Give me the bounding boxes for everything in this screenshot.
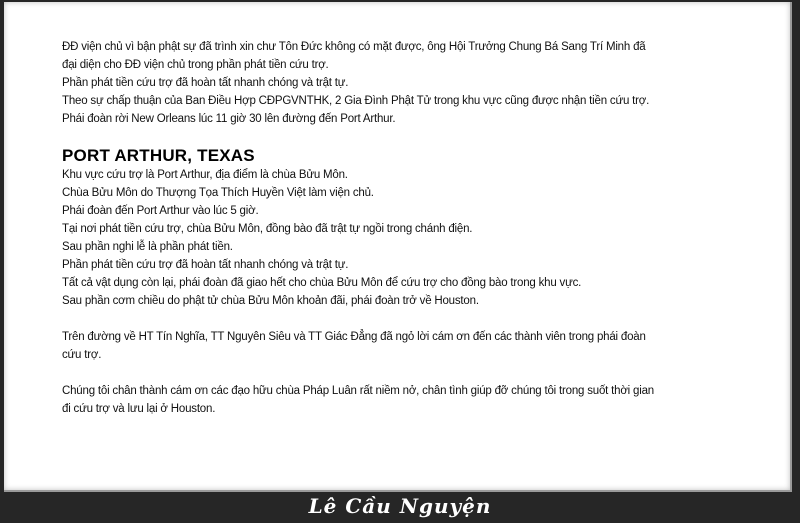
document-page xyxy=(4,2,792,492)
section-heading: PORT ARTHUR, TEXAS xyxy=(62,146,255,165)
text-line: Theo sự chấp thuận của Ban Điều Hợp CĐPGVNTHK, 2 Gia Đình Phật Tử trong khu vực cũng được nhận tiền cứu trợ. xyxy=(62,95,650,107)
paragraph-gap xyxy=(62,310,742,328)
text-line: Chúng tôi chân thành cám ơn các đạo hữu chùa Pháp Luân rất niềm nở, chân tình giúp đỡ chúng tôi trong suốt thời gian xyxy=(62,385,654,397)
paragraph-thanks-phap-luan xyxy=(62,382,742,418)
text-line: cứu trợ. xyxy=(62,349,102,361)
text-line: Phái đoàn đến Port Arthur vào lúc 5 giờ. xyxy=(62,205,259,217)
text-line: Trên đường về HT Tín Nghĩa, TT Nguyên Siêu và TT Giác Đẳng đã ngỏ lời cám ơn đến các thành viên trong phái đoàn xyxy=(62,331,646,343)
text-line: Khu vực cứu trợ là Port Arthur, địa điểm là chùa Bửu Môn. xyxy=(62,169,348,181)
text-line: Phần phát tiền cứu trợ đã hoàn tất nhanh chóng và trật tự. xyxy=(62,259,349,271)
document-body xyxy=(62,38,742,418)
text-line: Phần phát tiền cứu trợ đã hoàn tất nhanh chóng và trật tự. xyxy=(62,77,349,89)
section-new-orleans xyxy=(62,38,742,128)
text-line: ĐĐ viện chủ vì bận phật sự đã trình xin chư Tôn Đức không có mặt được, ông Hội Trưởng Chung Bá Sang Trí Minh đã xyxy=(62,41,646,53)
text-line: Chùa Bửu Môn do Thượng Tọa Thích Huyền Việt làm viện chủ. xyxy=(62,187,374,199)
text-line: Sau phần nghi lễ là phần phát tiền. xyxy=(62,241,233,253)
signature-watermark: Lê Cầu Nguyện xyxy=(308,494,492,518)
text-line: Phái đoàn rời New Orleans lúc 11 giờ 30 lên đường đến Port Arthur. xyxy=(62,113,396,125)
text-line: Sau phần cơm chiều do phật tử chùa Bửu Môn khoản đãi, phái đoàn trở về Houston. xyxy=(62,295,479,307)
section-port-arthur xyxy=(62,166,742,310)
text-line: đại diện cho ĐĐ viện chủ trong phần phát tiền cứu trợ. xyxy=(62,59,329,71)
paragraph-gap xyxy=(62,364,742,382)
text-line: đi cứu trợ và lưu lại ở Houston. xyxy=(62,403,216,415)
text-line: Tất cả vật dụng còn lại, phái đoàn đã giao hết cho chùa Bửu Môn để cứu trợ cho đồng bào trong khu vực. xyxy=(62,277,582,289)
paragraph-thanks-return xyxy=(62,328,742,364)
text-line: Tại nơi phát tiền cứu trợ, chùa Bửu Môn, đồng bào đã trật tự ngồi trong chánh điện. xyxy=(62,223,473,235)
